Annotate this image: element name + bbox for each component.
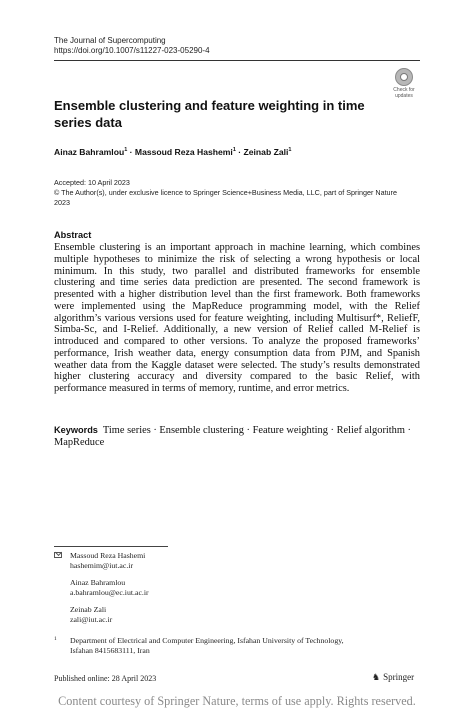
author-affil-sup: 1 bbox=[288, 147, 292, 154]
doi-link[interactable]: https://doi.org/10.1007/s11227-023-05290-4 bbox=[54, 46, 210, 55]
contact-name: Ainaz Bahramlou bbox=[70, 578, 126, 587]
journal-name: The Journal of Supercomputing bbox=[54, 36, 166, 45]
copyright-line: © The Author(s), under exclusive licence to Springer Science+Business Media, LLC, part of Springer Nature bbox=[54, 188, 397, 197]
check-updates-icon bbox=[395, 68, 413, 86]
publisher-logo[interactable] bbox=[372, 672, 414, 683]
contact-email[interactable]: a.bahramlou@ec.iut.ac.ir bbox=[70, 588, 149, 597]
envelope-icon bbox=[54, 552, 62, 558]
header-rule bbox=[54, 60, 420, 61]
article-title: Ensemble clustering and feature weighting in time series data bbox=[54, 98, 365, 130]
author-name[interactable]: Zeinab Zali bbox=[243, 147, 289, 157]
journal-header bbox=[54, 36, 210, 56]
check-for-updates-badge[interactable] bbox=[388, 68, 420, 98]
keywords-heading: Keywords bbox=[54, 425, 98, 435]
abstract-heading: Abstract bbox=[54, 230, 92, 240]
article-meta bbox=[54, 178, 397, 208]
springer-horse-icon: ♞ bbox=[372, 672, 381, 682]
author-separator: · bbox=[235, 147, 244, 157]
footnote-rule bbox=[54, 546, 168, 547]
contact-name: Massoud Reza Hashemi bbox=[70, 551, 146, 560]
courtesy-watermark: Content courtesy of Springer Nature, terms of use apply. Rights reserved. bbox=[58, 694, 416, 708]
author-separator: · bbox=[127, 147, 135, 157]
author-list bbox=[54, 147, 291, 157]
contact-name: Zeinab Zali bbox=[70, 605, 107, 614]
affiliation-text: Department of Electrical and Computer Engineering, Isfahan University of Technology, Isfahan 8415683111, Iran bbox=[70, 636, 344, 655]
contact-email[interactable]: hashemim@iut.ac.ir bbox=[70, 561, 134, 570]
keywords-section bbox=[54, 424, 420, 449]
author-name[interactable]: Massoud Reza Hashemi bbox=[134, 147, 233, 157]
contact-email[interactable]: zali@iut.ac.ir bbox=[70, 615, 113, 624]
abstract-text: Ensemble clustering is an important approach in machine learning, which combines multiple hypotheses to minimize the risk of selecting a wrong hypothesis or local minimum. In this study, two parallel and distributed frameworks for ensemble clustering and time series data prediction are presented. The second framework is presented with a higher distribution level than the first framework. Both frameworks were implemented using the MapReduce programming model, with the Relief algorithm’s various versions used for feature weighting, including Multisurf*, ReliefF, Simba-Sc, and I-Relief. Additionally, a new version of Relief called M-Relief is introduced and compared to other versions. To analyze the proposed frameworks’ performance, Irish weather data, energy consumption data from PJM, and Spanish weather data from the Kaggle dataset were selected. The study’s results demonstrated higher clustering accuracy and diversity compared to the basic Relief, with performance measured in terms of memory, runtime, and error metrics. bbox=[54, 242, 420, 394]
author-name[interactable]: Ainaz Bahramlou bbox=[54, 147, 125, 157]
author-affil-sup: 1 bbox=[124, 147, 128, 154]
author-affil-sup: 1 bbox=[232, 147, 236, 154]
accepted-date: Accepted: 10 April 2023 bbox=[54, 178, 130, 187]
check-updates-text: Check for updates bbox=[393, 87, 415, 99]
published-date: Published online: 28 April 2023 bbox=[54, 674, 157, 683]
copyright-year: 2023 bbox=[54, 198, 70, 207]
affiliation-sup: 1 bbox=[54, 636, 57, 642]
keywords-text: Time series · Ensemble clustering · Feature weighting · Relief algorithm · MapReduce bbox=[54, 425, 412, 448]
publisher-name: Springer bbox=[383, 672, 415, 682]
